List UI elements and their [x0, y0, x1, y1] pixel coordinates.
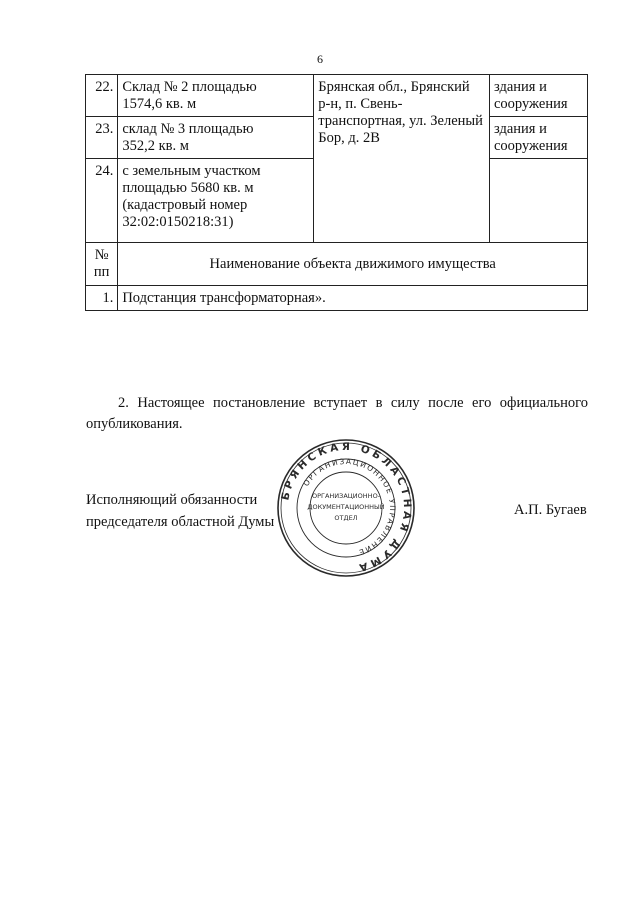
object-type — [490, 159, 588, 243]
object-name: с земельным участком площадью 5680 кв. м (кадастровый номер 32:02:0150218:31) — [118, 159, 314, 243]
stamp-inner-line: ДОКУМЕНТАЦИОННЫЙ — [307, 503, 385, 511]
effective-date-paragraph: 2. Настоящее постановление вступает в силу после его официального опубликования. — [86, 395, 588, 432]
stamp-inner-line: ОТДЕЛ — [334, 514, 358, 522]
object-name-line: Склад № 2 площадью — [122, 79, 257, 95]
object-type: здания и сооружения — [490, 75, 588, 117]
table-row — [86, 286, 588, 311]
stamp-inner-line: ОРГАНИЗАЦИОННО- — [311, 492, 381, 500]
object-name-line: склад № 3 площадью — [122, 121, 254, 137]
object-name — [118, 117, 314, 159]
movable-header-title: Наименование объекта движимого имущества — [118, 243, 588, 286]
official-stamp — [276, 438, 416, 578]
object-name: Подстанция трансформаторная». — [118, 286, 588, 311]
movable-header-row — [86, 243, 588, 286]
object-name-line: 1574,6 кв. м — [122, 96, 197, 112]
property-table — [85, 74, 588, 311]
object-type: здания и сооружения — [490, 117, 588, 159]
signatory-position-line: Исполняющий обязанности — [86, 492, 258, 508]
row-number: 24. — [86, 159, 118, 243]
table-row — [86, 75, 588, 117]
row-number: 22. — [86, 75, 118, 117]
object-name-line: 352,2 кв. м — [122, 138, 189, 154]
page-number: 6 — [317, 52, 323, 66]
object-name — [118, 75, 314, 117]
stamp-outer-text: БРЯНСКАЯ ОБЛАСТНАЯ ДУМА — [279, 440, 414, 575]
row-number: 1. — [86, 286, 118, 311]
signatory-position — [86, 489, 274, 533]
row-number: 23. — [86, 117, 118, 159]
signatory-name: А.П. Бугаев — [514, 502, 587, 518]
stamp-middle-text: ОРГАНИЗАЦИОННОЕ УПРАВЛЕНИЕ — [301, 456, 398, 558]
movable-header-num: № пп — [86, 243, 118, 286]
object-address: Брянская обл., Брянский р-н, п. Свень-транспортная, ул. Зеленый Бор, д. 2В — [314, 75, 490, 243]
signatory-position-line: председателя областной Думы — [86, 514, 275, 530]
stamp-seal-icon — [276, 438, 416, 578]
